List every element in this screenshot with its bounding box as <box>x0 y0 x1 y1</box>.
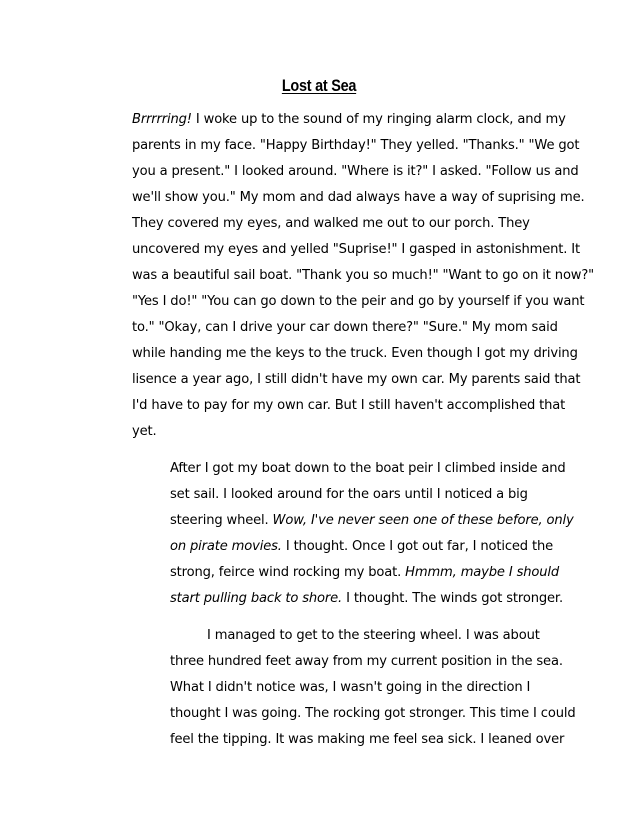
paragraph-1-line-1 <box>132 112 566 128</box>
emphasis-text: Brrrrring! <box>132 112 192 127</box>
paragraph-1-line-4: we'll show you." My mom and dad always have a way of suprising me. <box>132 190 585 205</box>
paragraph-1-line-3: you a present." I looked around. "Where is it?" I asked. "Follow us and <box>132 164 579 179</box>
paragraph-2-line-5 <box>170 565 559 581</box>
body-text: steering wheel. <box>170 513 273 528</box>
paragraph-2-line-2: set sail. I looked around for the oars until I noticed a big <box>170 487 528 502</box>
paragraph-2-line-1: After I got my boat down to the boat peir I climbed inside and <box>170 461 566 476</box>
body-text: I woke up to the sound of my ringing alarm clock, and my <box>191 112 566 127</box>
paragraph-3-line-1: I managed to get to the steering wheel. I was about <box>207 628 540 643</box>
body-text: I thought. The winds got stronger. <box>342 591 563 606</box>
paragraph-2-line-3 <box>170 513 574 529</box>
body-text: strong, feirce wind rocking my boat. <box>170 565 406 580</box>
paragraph-1-line-12: I'd have to pay for my own car. But I still haven't accomplished that <box>132 398 566 413</box>
paragraph-1-line-13: yet. <box>132 424 157 439</box>
emphasis-text: start pulling back to shore. <box>170 591 343 606</box>
paragraph-3-line-4: thought I was going. The rocking got stronger. This time I could <box>170 706 576 721</box>
paragraph-2-line-6 <box>170 591 563 607</box>
emphasis-text: on pirate movies. <box>170 539 282 554</box>
body-text: I thought. Once I got out far, I noticed the <box>281 539 554 554</box>
paragraph-1-line-7: was a beautiful sail boat. "Thank you so much!" "Want to go on it now?" <box>132 268 595 283</box>
paragraph-1-line-2: parents in my face. "Happy Birthday!" They yelled. "Thanks." "We got <box>132 138 580 153</box>
paragraph-3-line-2: three hundred feet away from my current position in the sea. <box>170 654 563 669</box>
paragraph-3-line-3: What I didn't notice was, I wasn't going in the direction I <box>170 680 531 695</box>
paragraph-1-line-6: uncovered my eyes and yelled "Suprise!" I gasped in astonishment. It <box>132 242 580 257</box>
emphasis-text: Wow, I've never seen one of these before, only <box>272 513 574 528</box>
paragraph-1-line-11: lisence a year ago, I still didn't have my own car. My parents said that <box>132 372 581 387</box>
paragraph-1-line-8: "Yes I do!" "You can go down to the peir and go by yourself if you want <box>132 294 585 309</box>
emphasis-text: Hmmm, maybe I should <box>405 565 560 580</box>
paragraph-1-line-9: to." "Okay, can I drive your car down there?" "Sure." My mom said <box>132 320 558 335</box>
paragraph-1-line-10: while handing me the keys to the truck. Even though I got my driving <box>132 346 578 361</box>
paragraph-3-line-5: feel the tipping. It was making me feel sea sick. I leaned over <box>170 732 565 747</box>
paragraph-2-line-4 <box>170 539 553 555</box>
document-title: Lost at Sea <box>281 76 357 95</box>
paragraph-1-line-5: They covered my eyes, and walked me out to our porch. They <box>132 216 530 231</box>
